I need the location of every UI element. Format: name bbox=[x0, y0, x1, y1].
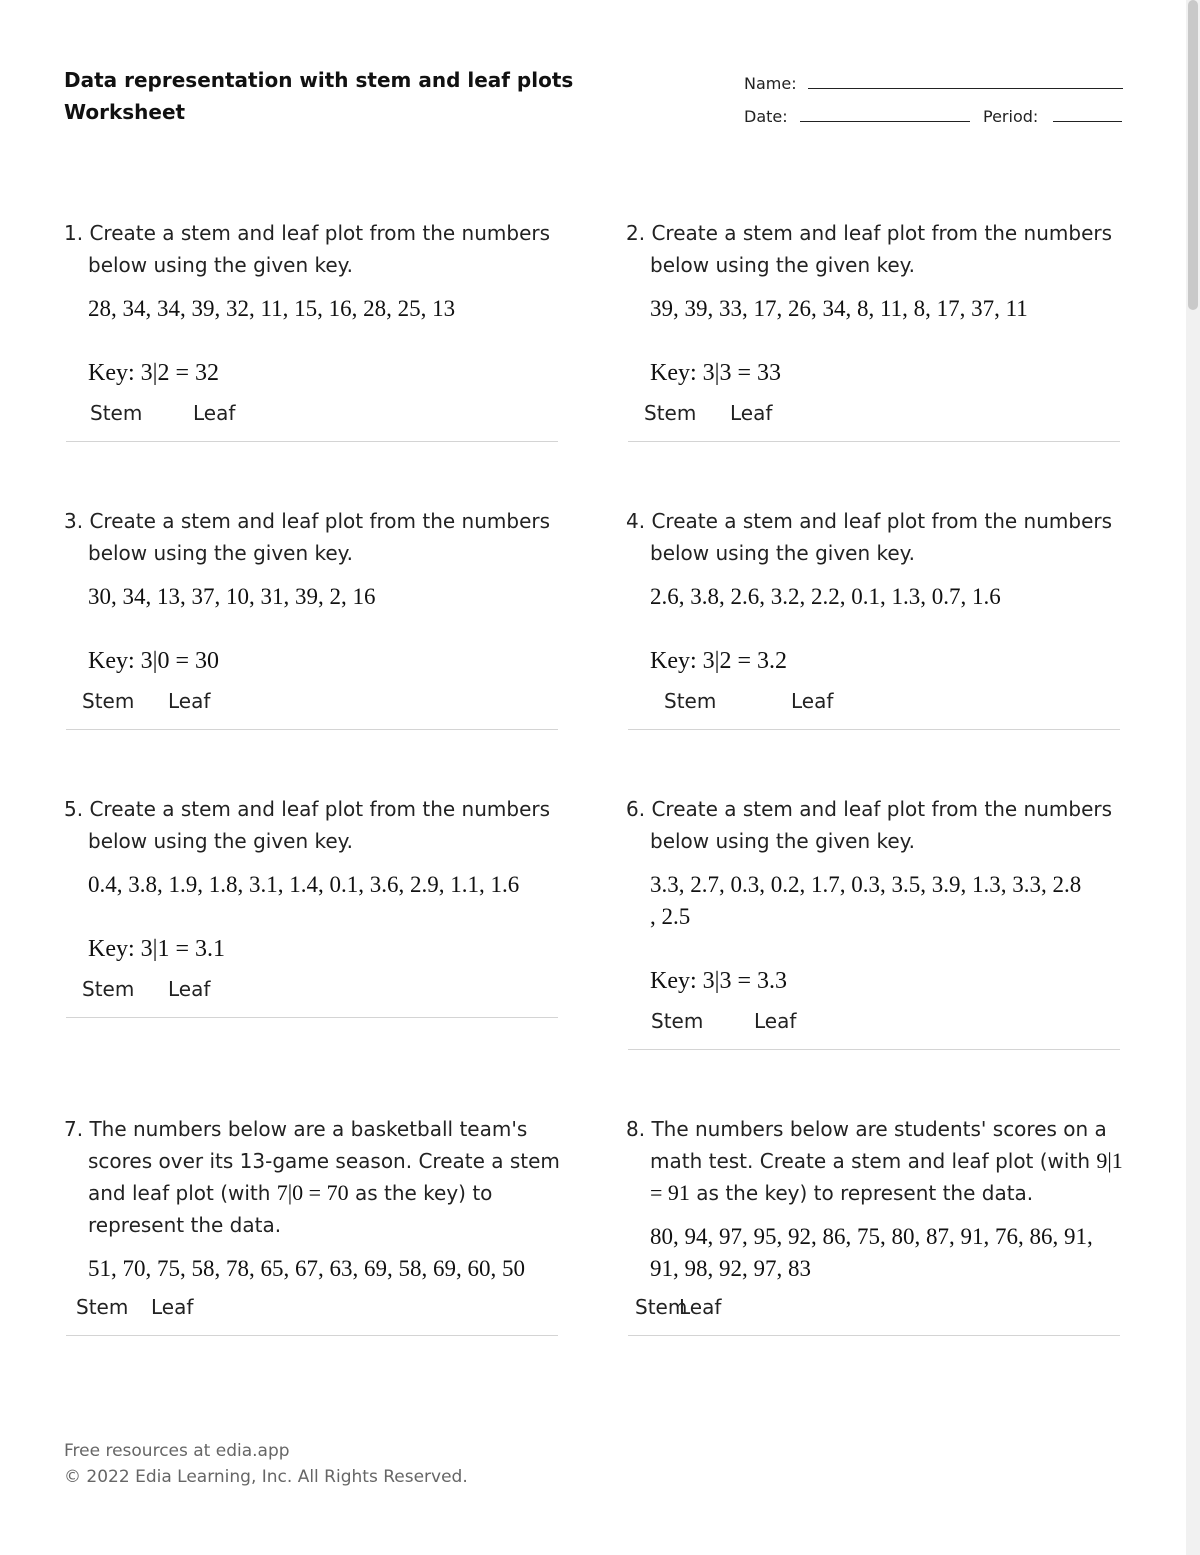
date-field-line[interactable] bbox=[800, 121, 970, 122]
leaf-label: Leaf bbox=[193, 401, 236, 425]
prompt-key-math: 9|1 = 91 bbox=[650, 1148, 1123, 1205]
stem-label: Stem bbox=[90, 401, 143, 425]
problem-prompt: 1. Create a stem and leaf plot from the numbers below using the given key. bbox=[64, 221, 551, 277]
stem-label: Stem bbox=[82, 689, 135, 713]
problem-key: Key: 3|0 = 30 bbox=[88, 648, 219, 674]
name-field-line[interactable] bbox=[808, 88, 1123, 89]
title-line-1: Data representation with stem and leaf plots bbox=[64, 68, 574, 92]
answer-rule bbox=[628, 1049, 1120, 1050]
stem-label: Stem bbox=[82, 977, 135, 1001]
stem-label: Stem bbox=[664, 689, 717, 713]
name-label: Name: bbox=[744, 74, 797, 93]
problem-3 bbox=[64, 505, 564, 731]
title-line-2: Worksheet bbox=[64, 100, 186, 124]
problem-numbers: 30, 34, 13, 37, 10, 31, 39, 2, 16 bbox=[88, 584, 376, 609]
prompt-key-math: 7|0 = 70 bbox=[276, 1180, 349, 1205]
leaf-label: Leaf bbox=[168, 977, 211, 1001]
problem-2 bbox=[626, 217, 1126, 443]
prompt-text-after: as the key) to represent the data. bbox=[88, 1181, 493, 1237]
stem-leaf-header bbox=[626, 401, 1126, 443]
answer-rule bbox=[66, 441, 558, 442]
problem-prompt bbox=[64, 1113, 564, 1241]
period-field-line[interactable] bbox=[1053, 121, 1122, 122]
problem-key: Key: 3|3 = 33 bbox=[650, 360, 781, 386]
problem-6 bbox=[626, 793, 1126, 1051]
problem-prompt bbox=[626, 1113, 1126, 1209]
stem-leaf-header bbox=[64, 977, 564, 1019]
leaf-label: Leaf bbox=[791, 689, 834, 713]
answer-rule bbox=[66, 729, 558, 730]
stem-leaf-header bbox=[626, 1295, 1126, 1337]
problem-key: Key: 3|2 = 32 bbox=[88, 360, 219, 386]
problem-numbers: 39, 39, 33, 17, 26, 34, 8, 11, 8, 17, 37, 11 bbox=[650, 296, 1028, 321]
problem-numbers bbox=[650, 1221, 1126, 1285]
problem-numbers bbox=[650, 869, 1126, 933]
leaf-label: Leaf bbox=[151, 1295, 194, 1319]
problem-1 bbox=[64, 217, 564, 443]
problem-4 bbox=[626, 505, 1126, 731]
problem-5 bbox=[64, 793, 564, 1019]
stem-label: Stem bbox=[651, 1009, 704, 1033]
prompt-text-before: 8. The numbers below are students' scores on a math test. Create a stem and leaf plot (with bbox=[626, 1117, 1107, 1173]
stem-label: Stem bbox=[76, 1295, 129, 1319]
numbers-line-2: 91, 98, 92, 97, 83 bbox=[650, 1256, 811, 1281]
prompt-text-before: 7. The numbers below are a basketball team's scores over its 13-game season. Create a stem and leaf plot (with bbox=[64, 1117, 560, 1205]
date-label: Date: bbox=[744, 107, 788, 126]
problem-numbers: 28, 34, 34, 39, 32, 11, 15, 16, 28, 25, 13 bbox=[88, 296, 456, 321]
stem-label: Stem bbox=[635, 1295, 688, 1319]
leaf-label: Leaf bbox=[754, 1009, 797, 1033]
stem-leaf-header bbox=[64, 1295, 564, 1337]
leaf-label: Leaf bbox=[679, 1295, 722, 1319]
problem-prompt: 2. Create a stem and leaf plot from the numbers below using the given key. bbox=[626, 221, 1113, 277]
answer-rule bbox=[628, 441, 1120, 442]
problem-7 bbox=[64, 1113, 564, 1337]
problem-numbers: 0.4, 3.8, 1.9, 1.8, 3.1, 1.4, 0.1, 3.6, 2.9, 1.1, 1.6 bbox=[88, 872, 520, 897]
stem-leaf-header bbox=[64, 401, 564, 443]
problem-prompt: 3. Create a stem and leaf plot from the numbers below using the given key. bbox=[64, 509, 551, 565]
answer-rule bbox=[628, 1335, 1120, 1336]
problem-8 bbox=[626, 1113, 1126, 1337]
numbers-line-2: , 2.5 bbox=[650, 904, 691, 929]
problem-prompt: 5. Create a stem and leaf plot from the numbers below using the given key. bbox=[64, 797, 551, 853]
stem-label: Stem bbox=[644, 401, 697, 425]
problem-key: Key: 3|2 = 3.2 bbox=[650, 648, 787, 674]
answer-rule bbox=[628, 729, 1120, 730]
footer-copyright: © 2022 Edia Learning, Inc. All Rights Reserved. bbox=[64, 1467, 468, 1487]
period-label: Period: bbox=[983, 107, 1039, 126]
stem-leaf-header bbox=[64, 689, 564, 731]
problem-numbers: 51, 70, 75, 58, 78, 65, 67, 63, 69, 58, 69, 60, 50 bbox=[88, 1256, 525, 1281]
problem-key: Key: 3|1 = 3.1 bbox=[88, 936, 225, 962]
stem-leaf-header bbox=[626, 1009, 1126, 1051]
stem-leaf-header bbox=[626, 689, 1126, 731]
problem-numbers: 2.6, 3.8, 2.6, 3.2, 2.2, 0.1, 1.3, 0.7, 1.6 bbox=[650, 584, 1001, 609]
answer-rule bbox=[66, 1335, 558, 1336]
numbers-line-1: 3.3, 2.7, 0.3, 0.2, 1.7, 0.3, 3.5, 3.9, 1.3, 3.3, 2.8 bbox=[650, 872, 1082, 897]
numbers-line-1: 80, 94, 97, 95, 92, 86, 75, 80, 87, 91, 76, 86, 91, bbox=[650, 1224, 1093, 1249]
prompt-text-after: as the key) to represent the data. bbox=[689, 1181, 1034, 1205]
vertical-scrollbar[interactable] bbox=[1186, 0, 1200, 1555]
answer-rule bbox=[66, 1017, 558, 1018]
scrollbar-thumb[interactable] bbox=[1188, 0, 1198, 310]
leaf-label: Leaf bbox=[168, 689, 211, 713]
footer bbox=[64, 1438, 468, 1490]
footer-resources: Free resources at edia.app bbox=[64, 1441, 290, 1461]
problem-prompt: 4. Create a stem and leaf plot from the numbers below using the given key. bbox=[626, 509, 1113, 565]
worksheet-title bbox=[64, 64, 584, 128]
problem-key: Key: 3|3 = 3.3 bbox=[650, 968, 787, 994]
problem-prompt: 6. Create a stem and leaf plot from the numbers below using the given key. bbox=[626, 797, 1113, 853]
leaf-label: Leaf bbox=[730, 401, 773, 425]
